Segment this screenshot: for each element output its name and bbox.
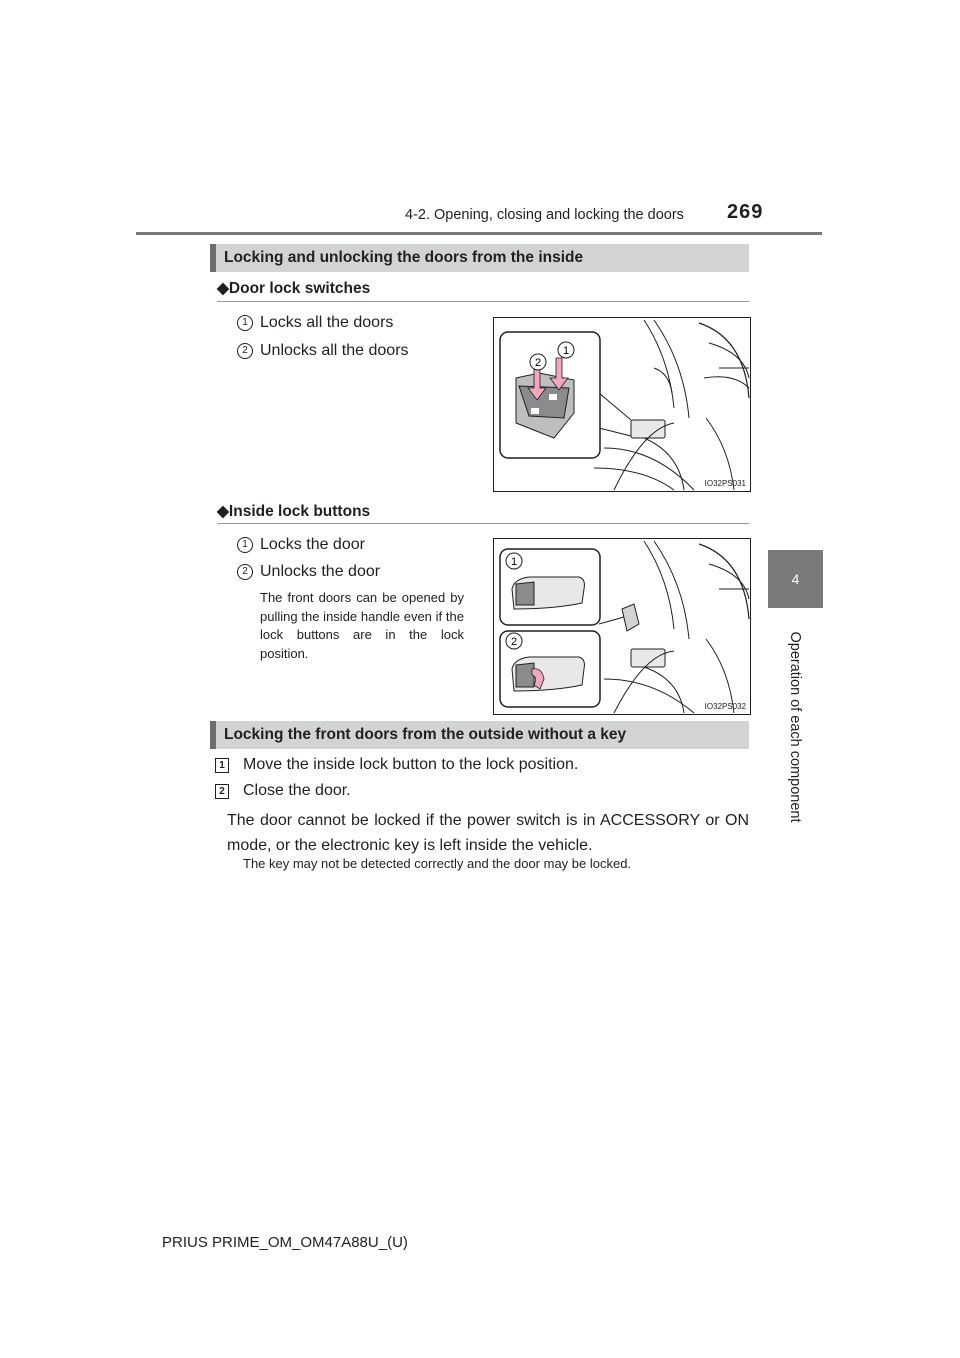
subheading-inside-lock-buttons: ◆Inside lock buttons	[217, 503, 371, 520]
item-number-circle: 2	[237, 343, 253, 359]
step-text: Close the door.	[243, 782, 351, 799]
figure-callout: 2	[534, 357, 542, 369]
page-number: 269	[727, 201, 764, 223]
footer-doc-id: PRIUS PRIME_OM_OM47A88U_(U)	[162, 1234, 408, 1251]
section-heading: Locking the front doors from the outside without a key	[224, 726, 627, 743]
section-bar-edge	[210, 721, 216, 749]
chapter-tab-label: Operation of each component	[787, 631, 803, 823]
header-rule	[136, 232, 822, 235]
section-heading-bar	[210, 721, 749, 749]
step-number-box: 2	[215, 784, 229, 799]
note-text: The key may not be detected correctly and the door may be locked.	[243, 856, 632, 871]
figure-code: IO32PS031	[704, 479, 746, 488]
note-text: The front doors can be opened by pulling the inside handle even if the lock buttons are in the lock position.	[260, 590, 464, 661]
section-heading: Locking and unlocking the doors from the inside	[224, 249, 584, 266]
figure-callout: 1	[562, 345, 570, 357]
chapter-tab-label-wrap	[768, 612, 823, 842]
running-header-section: 4-2. Opening, closing and locking the doors	[405, 207, 684, 223]
inside-lock-button-illustration	[494, 539, 750, 714]
step-text: Move the inside lock button to the lock position.	[243, 756, 579, 773]
door-lock-switch-figure	[493, 317, 751, 492]
figure-callout: 2	[510, 636, 518, 648]
door-lock-switch-illustration	[494, 318, 750, 491]
item-text: Unlocks all the doors	[260, 342, 409, 359]
item-text: Unlocks the door	[260, 563, 381, 580]
step-number-box: 1	[215, 758, 229, 773]
item-text: Locks all the doors	[260, 314, 394, 331]
item-number-circle: 1	[237, 537, 253, 553]
section-heading-bar	[210, 244, 749, 272]
item-number-circle: 2	[237, 564, 253, 580]
caution-paragraph: The door cannot be locked if the power switch is in ACCESSORY or ON mode, or the electronic key is left inside the vehicle.	[227, 812, 749, 854]
subheading-rule	[217, 523, 749, 524]
subheading-rule	[217, 301, 749, 302]
chapter-tab[interactable]: 4	[768, 550, 823, 608]
figure-code: IO32PS032	[704, 702, 746, 711]
figure-callout: 1	[510, 556, 518, 568]
section-bar-edge	[210, 244, 216, 272]
item-text: Locks the door	[260, 536, 365, 553]
subheading-door-lock-switches: ◆Door lock switches	[217, 280, 371, 297]
inside-lock-button-figure	[493, 538, 751, 715]
item-number-circle: 1	[237, 315, 253, 331]
